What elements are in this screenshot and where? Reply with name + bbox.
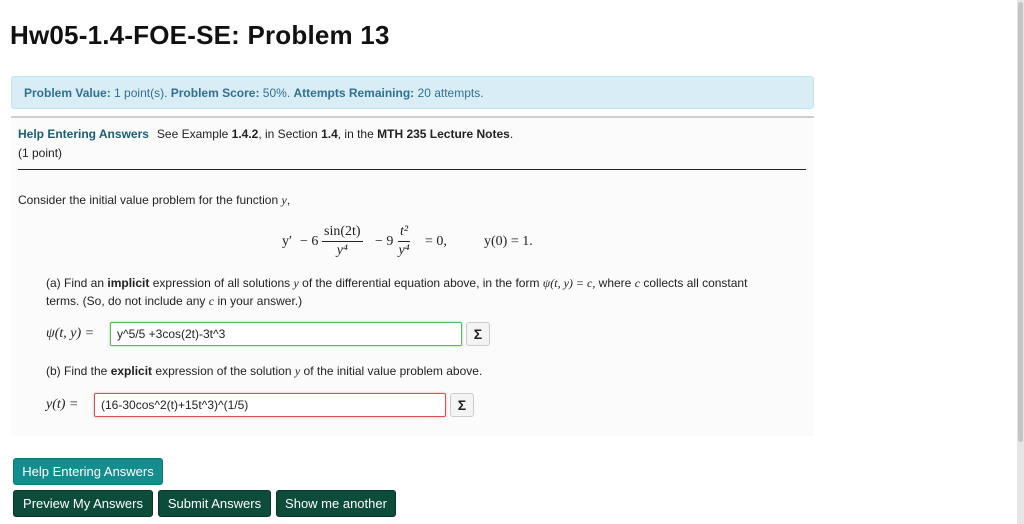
part-a-line2-text-2: in your answer.) [217, 294, 303, 308]
part-a-answer-row [46, 322, 490, 346]
part-b-text-2: expression of the solution [155, 364, 292, 378]
problem-intro [18, 193, 290, 208]
part-a-psi-form: ψ(t, y) = c, [542, 276, 596, 290]
part-a-text-5: collects all constant [643, 276, 748, 290]
lecture-notes-label: MTH 235 Lecture Notes [377, 127, 510, 141]
point-value: (1 point) [18, 146, 63, 160]
psi-label: ψ(t, y) = [46, 326, 95, 341]
part-a-prompt [46, 276, 747, 291]
problem-value-label: Problem Value: [24, 86, 111, 100]
part-a-var-y: y [293, 276, 299, 290]
y-prime: y′ [282, 234, 293, 249]
see-example-text: See Example [156, 127, 229, 141]
in-the-text: , in the [337, 127, 374, 141]
y-of-t-label: y(t) = [46, 397, 79, 412]
part-a-implicit: implicit [107, 276, 150, 290]
part-b-var-y: y [294, 364, 301, 378]
fraction-t [398, 224, 410, 259]
help-line [18, 127, 513, 141]
show-me-another-button[interactable]: Show me another [276, 490, 396, 517]
part-a-var-c: c [634, 276, 641, 290]
problem-info-box [11, 76, 814, 109]
period: . [509, 127, 514, 141]
fraction-sin-numerator: sin(2t) [322, 224, 363, 242]
problem-score: 50%. [262, 86, 291, 100]
intro-text: Consider the initial value problem for the function [18, 193, 279, 207]
part-b-text-1: (b) Find the [46, 364, 108, 378]
fraction-sin-denominator: y⁴ [336, 243, 348, 258]
card-divider [11, 116, 814, 118]
part-a-prompt-line2 [46, 294, 302, 309]
page-title: Hw05-1.4-FOE-SE: Problem 13 [10, 20, 390, 50]
part-a-text-2: expression of all solutions [152, 276, 291, 290]
part-b-prompt [46, 364, 482, 379]
preview-answers-button[interactable]: Preview My Answers [13, 490, 153, 517]
part-a-line2-text-1: terms. (So, do not include any [46, 294, 206, 308]
part-a-text-4: where [598, 276, 632, 290]
in-section-text: , in Section [258, 127, 318, 141]
help-entering-answers-link[interactable]: Help Entering Answers [18, 127, 149, 141]
part-a-line2-var-c: c [208, 294, 215, 308]
horizontal-rule [18, 169, 806, 170]
part-b-answer-input[interactable]: (16-30cos^2(t)+15t^3)^(1/5) [94, 393, 446, 417]
problem-score-label: Problem Score: [170, 86, 260, 100]
fraction-sin [322, 224, 363, 259]
part-b-answer-row [46, 393, 474, 417]
fraction-t-denominator: y⁴ [398, 243, 410, 258]
part-a-answer-input[interactable]: y^5/5 +3cos(2t)-3t^3 [110, 322, 462, 346]
scrollbar-thumb[interactable] [1018, 2, 1023, 442]
part-b-equation-editor-button[interactable]: Σ [450, 393, 474, 417]
problem-value: 1 point(s). [114, 86, 168, 100]
help-entering-answers-button[interactable]: Help Entering Answers [13, 458, 163, 485]
part-b-text-3: of the initial value problem above. [303, 364, 483, 378]
initial-condition: y(0) = 1. [484, 234, 533, 249]
vertical-scrollbar[interactable] [1017, 0, 1024, 524]
part-a-text-3: of the differential equation above, in the form [302, 276, 540, 290]
minus-nine: − 9 [375, 234, 394, 249]
fraction-t-numerator: t² [398, 224, 410, 242]
submit-answers-button[interactable]: Submit Answers [158, 490, 271, 517]
part-a-text-1: (a) Find an [46, 276, 105, 290]
attempts-remaining-label: Attempts Remaining: [293, 86, 415, 100]
section-number: 1.4 [321, 127, 338, 141]
example-number: 1.4.2 [231, 127, 259, 141]
equals-zero: = 0, [425, 234, 447, 249]
intro-end: , [286, 193, 291, 207]
intro-var-y: y [281, 193, 287, 207]
attempts-remaining: 20 attempts. [417, 86, 484, 100]
part-a-equation-editor-button[interactable]: Σ [466, 322, 490, 346]
part-b-explicit: explicit [110, 364, 153, 378]
minus-six: − 6 [300, 234, 319, 249]
